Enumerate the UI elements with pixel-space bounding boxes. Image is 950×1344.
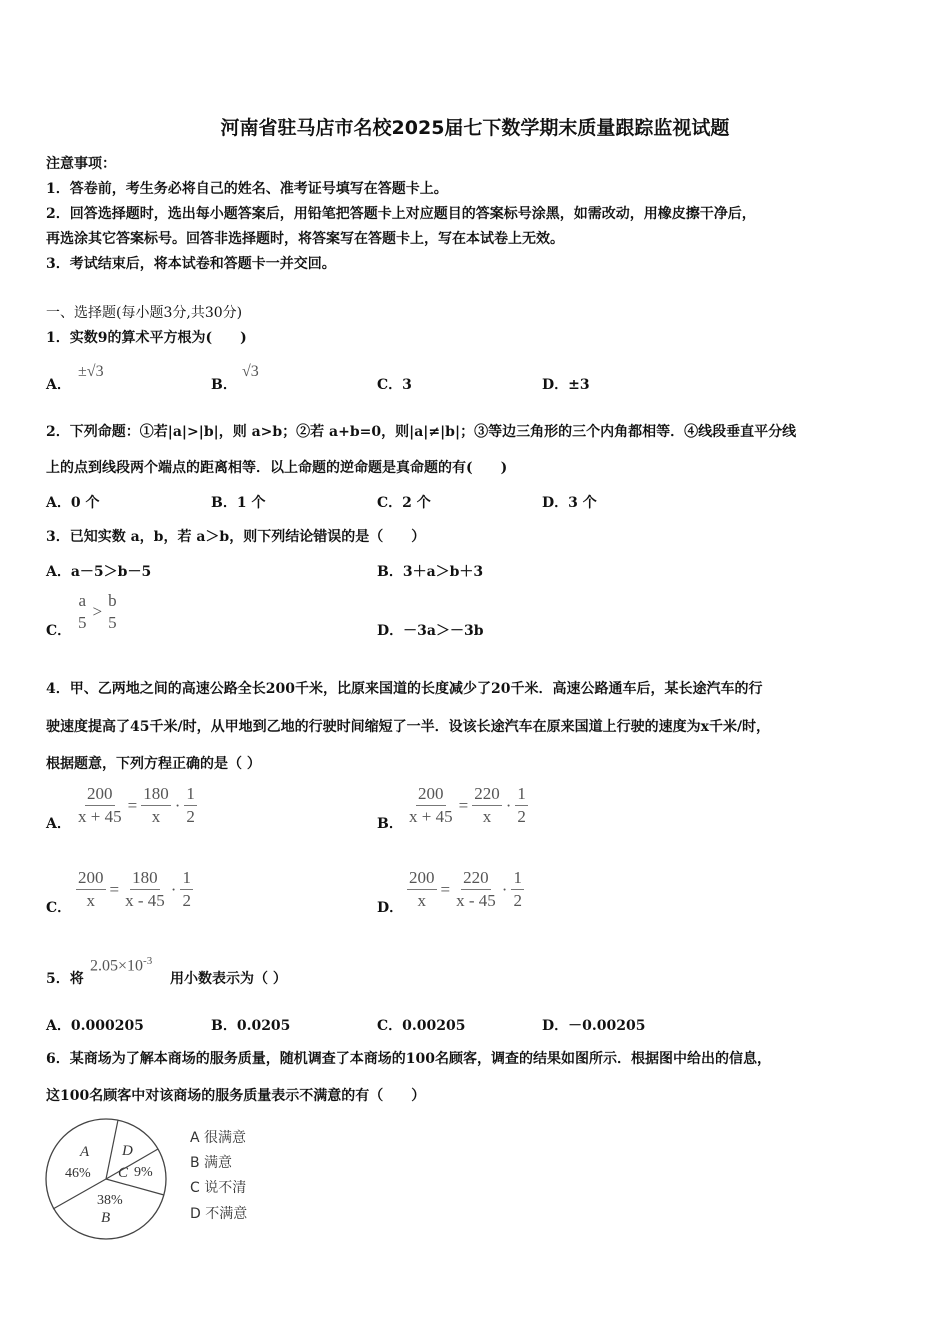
notice-heading: 注意事项： bbox=[46, 156, 116, 172]
q4-b-den2: x bbox=[482, 807, 492, 826]
q4-d-den1: x bbox=[417, 891, 426, 910]
q6-stem-line1: 6．某商场为了解本商场的服务质量，随机调查了本商场的100名顾客，调查的结果如图所示．根据图中给出的信息， bbox=[46, 1051, 771, 1067]
q4-d-den2: x - 45 bbox=[456, 891, 496, 910]
q5-option-c: C．0.00205 bbox=[377, 1018, 466, 1034]
q4-a-num1: 200 bbox=[85, 785, 115, 806]
q4-option-d-label: D． bbox=[377, 900, 404, 916]
q4-a-half-num: 1 bbox=[184, 785, 197, 806]
pie-chart bbox=[40, 1115, 175, 1243]
q5-math-base: 2.05×10 bbox=[90, 957, 144, 975]
q3-option-c-math bbox=[74, 592, 121, 632]
q4-option-a-label: A． bbox=[46, 816, 71, 832]
q4-stem-line2: 驶速度提高了45千米/时，从甲地到乙地的行驶时间缩短了一半．设该长途汽车在原来国道上行驶的速度为x千米/时， bbox=[46, 719, 771, 735]
q3-option-d: D．－3a＞－3b bbox=[377, 623, 484, 639]
q3-c-den2: 5 bbox=[108, 613, 117, 632]
q4-c-half-num: 1 bbox=[180, 869, 193, 890]
q4-b-eq: = bbox=[458, 795, 469, 815]
q4-d-dot: · bbox=[501, 879, 508, 899]
q1-option-d: D．±3 bbox=[542, 377, 590, 393]
q3-option-b: B．3＋a＞b＋3 bbox=[377, 564, 484, 580]
q4-c-den1: x bbox=[86, 891, 95, 910]
q4-c-den2: x - 45 bbox=[125, 891, 165, 910]
q4-b-half-num: 1 bbox=[515, 785, 528, 806]
legend-item-c: C 说不清 bbox=[190, 1180, 247, 1196]
pie-label-b-letter: B bbox=[101, 1210, 111, 1226]
q4-c-eq: = bbox=[109, 879, 120, 899]
q1-option-c: C．3 bbox=[377, 377, 412, 393]
q3-c-den1: 5 bbox=[78, 613, 87, 632]
legend-item-a: A 很满意 bbox=[190, 1130, 247, 1146]
q4-a-eq: = bbox=[127, 795, 138, 815]
page-title: 河南省驻马店市名校2025届七下数学期末质量跟踪监视试题 bbox=[220, 117, 730, 139]
q4-d-half-den: 2 bbox=[513, 891, 522, 910]
pie-label-b-pct: 38% bbox=[97, 1193, 123, 1208]
q4-b-num1: 200 bbox=[416, 785, 446, 806]
q5-option-b: B．0.0205 bbox=[211, 1018, 291, 1034]
q2-option-d: D．3 个 bbox=[542, 495, 597, 511]
q5-math-exp: -3 bbox=[143, 955, 153, 967]
q4-d-eq: = bbox=[440, 879, 451, 899]
q1-option-b-label: B． bbox=[211, 377, 237, 393]
q2-option-b: B．1 个 bbox=[211, 495, 266, 511]
notice-item-2b: 再选涂其它答案标号。回答非选择题时，将答案写在答题卡上，写在本试卷上无效。 bbox=[46, 231, 564, 247]
q4-a-dot: · bbox=[174, 795, 181, 815]
q4-c-num2: 180 bbox=[130, 869, 160, 890]
q4-d-num1: 200 bbox=[407, 869, 437, 890]
legend-item-d: D 不满意 bbox=[190, 1206, 248, 1222]
legend-item-b: B 满意 bbox=[190, 1155, 233, 1171]
q5-math bbox=[90, 955, 152, 975]
q1-option-a-label: A． bbox=[46, 377, 71, 393]
q4-a-den2: x bbox=[151, 807, 161, 826]
q4-stem-line3: 根据题意，下列方程正确的是（ ） bbox=[46, 756, 261, 772]
q4-option-b-math bbox=[405, 785, 530, 826]
section-heading: 一、选择题(每小题3分,共30分) bbox=[46, 305, 243, 321]
pie-divider-1 bbox=[106, 1120, 118, 1179]
pie-label-a-pct: 46% bbox=[65, 1166, 91, 1181]
notice-item-3: 3．考试结束后，将本试卷和答题卡一并交回。 bbox=[46, 256, 336, 272]
q1-option-a-math: ±√3 bbox=[78, 363, 104, 380]
q4-option-b-label: B． bbox=[377, 816, 403, 832]
q3-c-num1: a bbox=[78, 591, 87, 610]
q4-option-a-math bbox=[74, 785, 199, 826]
q4-b-dot: · bbox=[505, 795, 512, 815]
q6-stem-line2: 这100名顾客中对该商场的服务质量表示不满意的有（ ） bbox=[46, 1088, 426, 1104]
q4-c-num1: 200 bbox=[76, 869, 106, 890]
q3-stem: 3．已知实数 a，b，若 a＞b，则下列结论错误的是（ ） bbox=[46, 529, 426, 545]
q5-prefix: 5．将 bbox=[46, 971, 84, 987]
q4-a-num2: 180 bbox=[141, 785, 171, 806]
q4-stem-line1: 4．甲、乙两地之间的高速公路全长200千米，比原来国道的长度减少了20千米．高速公路通车后，某长途汽车的行 bbox=[46, 681, 763, 697]
q1-option-b-math: √3 bbox=[242, 363, 259, 380]
q4-a-den1: x + 45 bbox=[78, 807, 122, 826]
pie-label-d-letter: D bbox=[122, 1143, 133, 1159]
q1-stem: 1．实数9的算术平方根为( ) bbox=[46, 330, 247, 346]
pie-label-c-letter: C bbox=[118, 1165, 129, 1181]
q2-stem-line2: 上的点到线段两个端点的距离相等．以上命题的逆命题是真命题的有( ) bbox=[46, 460, 508, 476]
q5-option-a: A．0.000205 bbox=[46, 1018, 144, 1034]
q4-d-half-num: 1 bbox=[511, 869, 524, 890]
q5-suffix: 用小数表示为（ ） bbox=[170, 971, 287, 987]
q4-option-d-math bbox=[405, 869, 526, 910]
q3-c-op: > bbox=[92, 602, 103, 621]
q2-option-a: A．0 个 bbox=[46, 495, 100, 511]
q4-b-half-den: 2 bbox=[517, 807, 526, 826]
q3-option-a: A．a－5＞b－5 bbox=[46, 564, 152, 580]
pie-label-c-pct: 9% bbox=[134, 1165, 153, 1180]
q4-c-half-den: 2 bbox=[182, 891, 191, 910]
q5-option-d: D．－0.00205 bbox=[542, 1018, 646, 1034]
q4-option-c-label: C． bbox=[46, 900, 72, 916]
q4-option-c-math bbox=[74, 869, 195, 910]
q4-c-dot: · bbox=[170, 879, 177, 899]
q4-d-num2: 220 bbox=[461, 869, 491, 890]
notice-item-1: 1．答卷前，考生务必将自己的姓名、准考证号填写在答题卡上。 bbox=[46, 181, 448, 197]
pie-label-a-letter: A bbox=[80, 1144, 90, 1160]
q2-option-c: C．2 个 bbox=[377, 495, 431, 511]
q3-option-c-label: C． bbox=[46, 623, 72, 639]
q4-b-num2: 220 bbox=[472, 785, 502, 806]
q2-stem-line1: 2．下列命题：①若|a|>|b|，则 a>b；②若 a+b=0，则|a|≠|b|；③等边三角形的三个内角都相等．④线段垂直平分线 bbox=[46, 424, 797, 440]
notice-item-2a: 2．回答选择题时，选出每小题答案后，用铅笔把答题卡上对应题目的答案标号涂黑，如需改动，用橡皮擦干净后， bbox=[46, 206, 756, 222]
q3-c-num2: b bbox=[108, 591, 117, 610]
q4-a-half-den: 2 bbox=[186, 807, 195, 826]
q4-b-den1: x + 45 bbox=[409, 807, 453, 826]
